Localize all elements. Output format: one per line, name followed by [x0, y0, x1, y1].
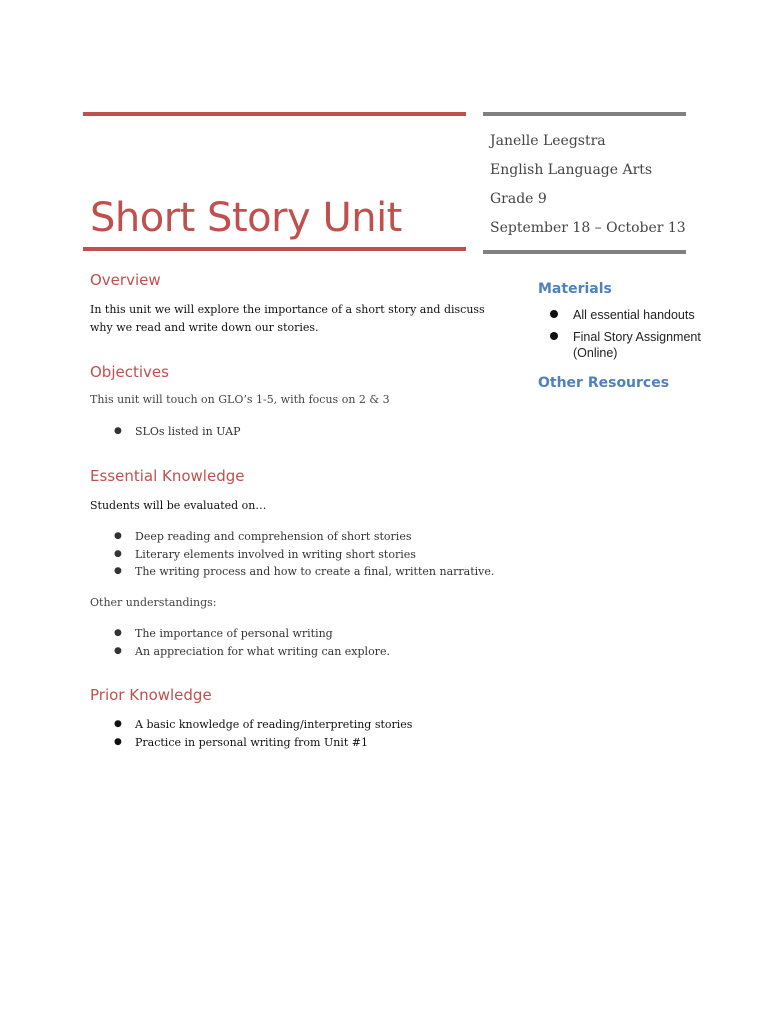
bullet-icon: ● — [114, 531, 122, 541]
list-item: ● An appreciation for what writing can explore. — [90, 643, 390, 661]
list-item: ● Deep reading and comprehension of short stories — [90, 528, 494, 546]
bullet-icon: ● — [114, 736, 122, 747]
objectives-text: This unit will touch on GLO’s 1-5, with focus on 2 & 3 — [90, 393, 390, 406]
objectives-heading: Objectives — [90, 363, 169, 381]
materials-list — [550, 307, 740, 367]
subject-name: English Language Arts — [490, 162, 653, 178]
other-resources-heading: Other Resources — [538, 375, 670, 391]
list-item: ● Literary elements involved in writing short stories — [90, 546, 494, 564]
prior-knowledge-list — [90, 716, 412, 751]
essential-knowledge-heading: Essential Knowledge — [90, 467, 245, 485]
list-item: Final Story Assignment (Online) — [550, 329, 713, 361]
other-understandings-list — [90, 625, 390, 660]
essential-knowledge-intro: Students will be evaluated on… — [90, 499, 267, 512]
page-title: Short Story Unit — [90, 195, 402, 241]
title-underline-rule — [83, 247, 466, 251]
bullet-icon: ● — [114, 719, 122, 729]
list-item: ● The importance of personal writing — [90, 625, 390, 643]
bullet-icon: ● — [114, 426, 122, 436]
grade-level: Grade 9 — [490, 191, 547, 207]
unit-dates: September 18 – October 13 — [490, 220, 686, 236]
materials-heading: Materials — [538, 281, 612, 297]
list-item: All essential handouts — [550, 307, 740, 323]
overview-heading: Overview — [90, 271, 161, 289]
bullet-icon: ● — [114, 548, 122, 559]
bullet-icon: ● — [114, 645, 122, 656]
list-item: ● SLOs listed in UAP — [90, 423, 241, 441]
other-understandings-label: Other understandings: — [90, 596, 217, 609]
top-red-rule — [83, 112, 466, 116]
list-item: ● Practice in personal writing from Unit #1 — [90, 734, 412, 752]
objectives-list — [90, 423, 241, 441]
list-item: ● The writing process and how to create a final, written narrative. — [90, 563, 494, 581]
meta-bottom-rule — [483, 250, 686, 254]
essential-knowledge-list — [90, 528, 494, 581]
author-name: Janelle Leegstra — [490, 133, 606, 149]
overview-text: In this unit we will explore the importance of a short story and discuss why we read and write down our stories. — [90, 303, 485, 334]
prior-knowledge-heading: Prior Knowledge — [90, 686, 212, 704]
bullet-icon: ● — [114, 628, 122, 638]
list-item: ● A basic knowledge of reading/interpreting stories — [90, 716, 412, 734]
bullet-icon: ● — [114, 566, 122, 576]
bullet-icon — [550, 332, 558, 340]
bullet-icon — [550, 310, 558, 318]
top-gray-rule — [483, 112, 686, 116]
